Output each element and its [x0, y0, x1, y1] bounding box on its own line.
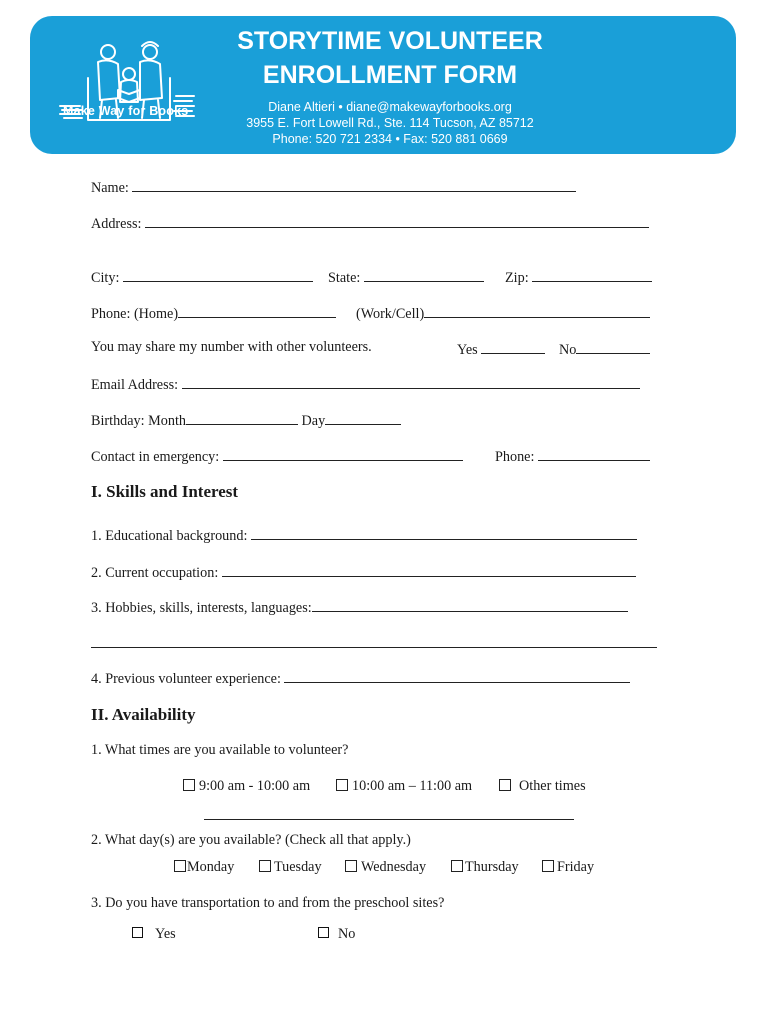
checkbox[interactable]: [318, 927, 329, 938]
address-label: Address:: [91, 216, 142, 232]
education-field[interactable]: [251, 525, 637, 540]
checkbox[interactable]: [451, 860, 463, 872]
phone-home-row: [91, 303, 336, 323]
emergency-label: Contact in emergency:: [91, 449, 220, 465]
contact-line2: 3955 E. Fort Lowell Rd., Ste. 114 Tucson, AZ 85712: [246, 116, 534, 130]
share-no-field[interactable]: [576, 339, 650, 354]
zip-label: Zip:: [505, 270, 529, 286]
birthday-day-label: Day: [301, 413, 326, 429]
phone-home-field[interactable]: [178, 303, 336, 318]
skills-q3-row: [91, 597, 628, 617]
skills-q2-row: [91, 562, 636, 582]
skills-q2-label: 2. Current occupation:: [91, 565, 219, 581]
birthday-month-field[interactable]: [186, 410, 298, 425]
state-field[interactable]: [364, 267, 484, 282]
time-option-3-label: Other times: [519, 778, 586, 794]
share-yes-row: [457, 339, 545, 359]
time-option-2[interactable]: [336, 778, 472, 795]
day-option-thursday[interactable]: [451, 859, 519, 876]
zip-field[interactable]: [532, 267, 652, 282]
phone-work-label: (Work/Cell): [356, 306, 425, 322]
city-label: City:: [91, 270, 120, 286]
occupation-field[interactable]: [222, 562, 636, 577]
availability-q1: 1. What times are you available to volunteer?: [91, 742, 349, 758]
name-label: Name:: [91, 180, 129, 196]
day-label-tuesday: Tuesday: [274, 859, 322, 875]
day-option-monday[interactable]: [174, 859, 234, 876]
checkbox[interactable]: [259, 860, 271, 872]
form-title-line1: STORYTIME VOLUNTEER: [237, 27, 543, 55]
availability-q2: 2. What day(s) are you available? (Check all that apply.): [91, 832, 411, 848]
skills-q4-row: [91, 668, 630, 688]
birthday-day-field[interactable]: [325, 410, 401, 425]
emergency-phone-field[interactable]: [538, 446, 650, 461]
contact-line1: Diane Altieri • diane@makewayforbooks.org: [268, 100, 512, 114]
name-row: [91, 177, 576, 197]
time-option-1-label: 9:00 am - 10:00 am: [199, 778, 311, 794]
phone-work-field[interactable]: [424, 303, 650, 318]
name-field[interactable]: [132, 177, 576, 192]
other-times-line[interactable]: [204, 819, 574, 820]
skills-q3-label: 3. Hobbies, skills, interests, languages:: [91, 600, 312, 616]
email-row: [91, 374, 640, 394]
checkbox[interactable]: [336, 779, 348, 791]
city-row: [91, 267, 313, 287]
skills-heading: I. Skills and Interest: [91, 482, 239, 501]
checkbox[interactable]: [132, 927, 143, 938]
availability-q3: 3. Do you have transportation to and from the preschool sites?: [91, 895, 445, 911]
state-label: State:: [328, 270, 361, 286]
state-row: [328, 267, 484, 287]
availability-heading: II. Availability: [91, 705, 196, 724]
emergency-phone-label: Phone:: [495, 449, 535, 465]
day-label-friday: Friday: [557, 859, 595, 875]
address-field[interactable]: [145, 213, 649, 228]
time-option-1[interactable]: [183, 778, 310, 795]
make-way-for-books-logo: [58, 38, 198, 138]
time-option-2-label: 10:00 am – 11:00 am: [352, 778, 473, 794]
email-label: Email Address:: [91, 377, 179, 393]
checkbox[interactable]: [499, 779, 511, 791]
transport-yes-label: Yes: [155, 926, 176, 942]
day-option-friday[interactable]: [542, 859, 594, 876]
skills-q1-row: [91, 525, 637, 545]
share-no-label: No: [559, 342, 577, 358]
day-option-wednesday[interactable]: [345, 859, 426, 876]
checkbox[interactable]: [174, 860, 186, 872]
volunteer-experience-field[interactable]: [284, 668, 630, 683]
day-option-tuesday[interactable]: [259, 859, 322, 876]
transport-no-label: No: [338, 926, 356, 942]
share-no-row: [559, 339, 650, 359]
birthday-month-label: Birthday: Month: [91, 413, 186, 429]
share-yes-label: Yes: [457, 342, 478, 358]
phone-work-row: [356, 303, 650, 323]
contact-line3: Phone: 520 721 2334 • Fax: 520 881 0669: [272, 132, 508, 146]
zip-row: [505, 267, 652, 287]
phone-home-label: Phone: (Home): [91, 306, 179, 322]
day-label-monday: Monday: [187, 859, 235, 875]
hobbies-field[interactable]: [312, 597, 628, 612]
transport-yes-option[interactable]: [132, 926, 176, 943]
emergency-phone-row: [495, 446, 650, 466]
time-option-3[interactable]: [499, 778, 586, 795]
day-label-thursday: Thursday: [465, 859, 519, 875]
emergency-field[interactable]: [223, 446, 463, 461]
transport-no-option[interactable]: [318, 926, 355, 943]
emergency-row: [91, 446, 463, 466]
logo-text: Make Way for Books: [63, 104, 189, 118]
birthday-row: [91, 410, 401, 430]
checkbox[interactable]: [345, 860, 357, 872]
day-label-wednesday: Wednesday: [361, 859, 427, 875]
form-title-line2: ENROLLMENT FORM: [262, 61, 518, 89]
checkbox[interactable]: [542, 860, 554, 872]
skills-q1-label: 1. Educational background:: [91, 528, 248, 544]
address-row: [91, 213, 649, 233]
header-banner: [30, 16, 736, 154]
hobbies-extra-line[interactable]: [91, 647, 657, 648]
checkbox[interactable]: [183, 779, 195, 791]
skills-q4-label: 4. Previous volunteer experience:: [91, 671, 281, 687]
city-field[interactable]: [123, 267, 313, 282]
email-field[interactable]: [182, 374, 640, 389]
share-yes-field[interactable]: [481, 339, 545, 354]
share-label: You may share my number with other volunteers.: [91, 339, 372, 355]
